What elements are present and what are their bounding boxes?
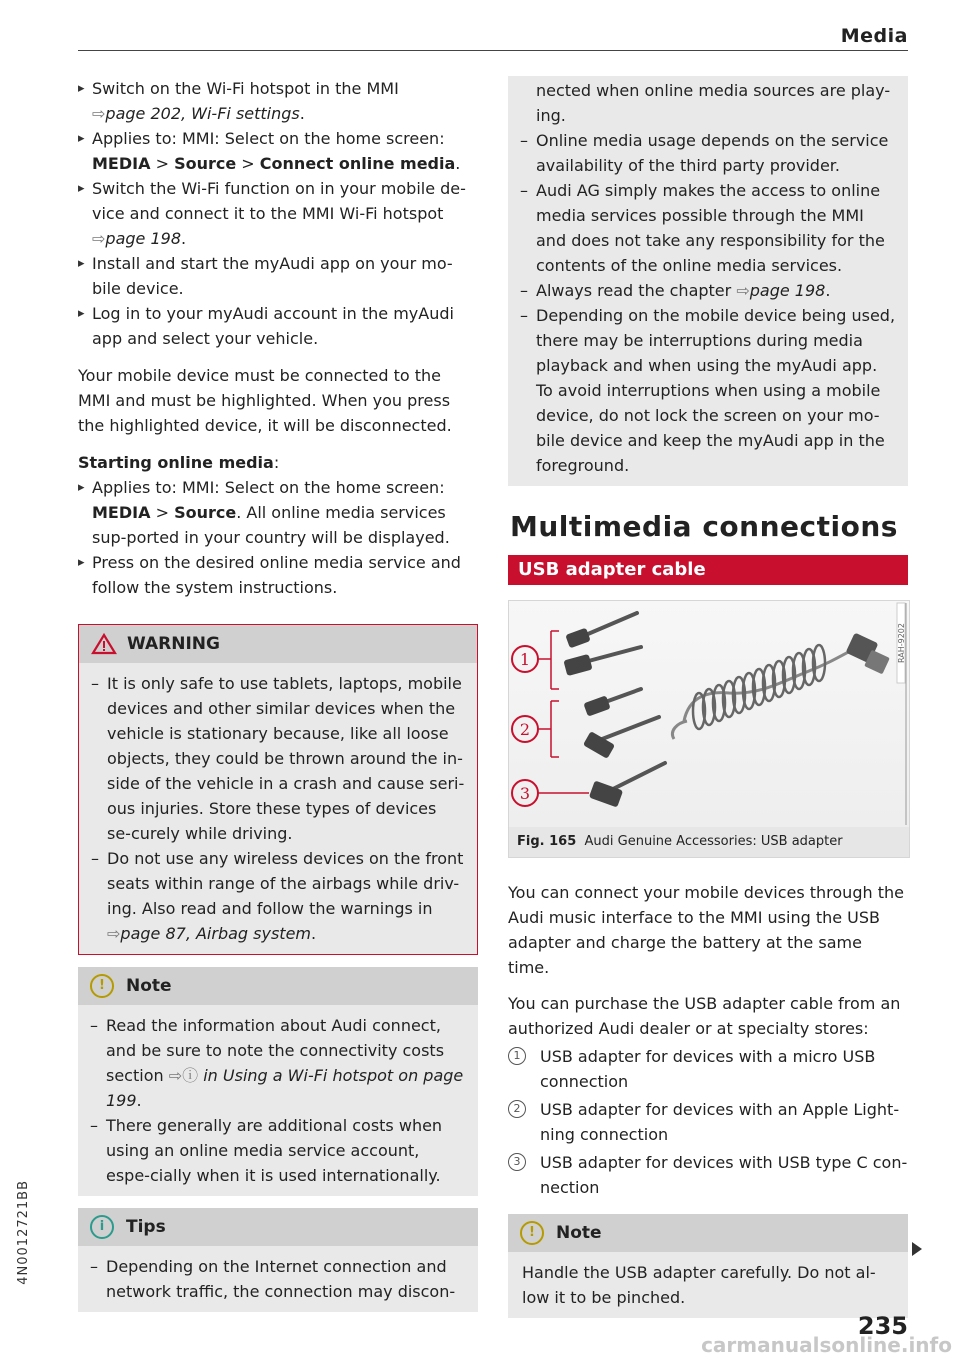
list-item: – Read the information about Audi connect, and be sure to note the connectivity costs section ⇨ⓘ in Using a Wi-Fi hotspot on page 199. [90,1016,464,1110]
list-item: – Audi AG simply makes the access to online media services possible through the MMI and does not take any responsibility for the contents of the online media services. [520,181,885,275]
list-item: nected when online media sources are play-ing. [536,81,891,125]
number-badge: 1 [508,1047,526,1065]
number-badge: 3 [508,1153,526,1171]
subsection-heading: USB adapter cable [508,555,908,585]
figure-label-3: 3 [519,784,531,803]
tips-header: i Tips [78,1208,478,1246]
page-link[interactable]: page 198 [749,281,826,300]
figure-label-1: 1 [519,650,531,669]
tips-box-continued [508,76,908,486]
section-title: Media [840,25,908,47]
list-item: – There generally are additional costs when using an online media service account, espe-cially when it is used internationally. [90,1116,443,1185]
list-item: 1 USB adapter for devices with a micro USB connection [508,1044,908,1094]
list-item: ▸ Press on the desired online media service and follow the system instructions. [78,550,478,600]
list-item: – Depending on the Internet connection and network traffic, the connection may discon- [90,1257,456,1301]
ref-arrow-icon: ⇨ [107,924,121,943]
list-item: – Do not use any wireless devices on the front seats within range of the airbags while driv-ing. Also read and follow the warnings in ⇨page 87, Airbag system. [91,849,464,943]
number-badge: 2 [508,1100,526,1118]
warning-header: WARNING [79,625,477,663]
figure [508,600,910,858]
note-header: ! Note [78,967,478,1005]
usb-cables-icon [509,601,907,827]
figure-label-2: 2 [519,720,531,739]
list-item: – It is only safe to use tablets, laptops, mobile devices and other similar devices when the vehicle is stationary because, like all loose objects, they could be thrown around the in-side of the vehicle in a crash and cause seri-ous injuries. Store these types of devices se-curely while driving. [91,674,465,843]
ref-arrow-icon: ⇨ [92,229,106,248]
page-number: 235 [857,1312,908,1340]
page-link[interactable]: page 202, Wi-Fi settings [105,104,300,123]
tips-box [78,1208,478,1312]
warning-triangle-icon [91,633,117,655]
usb-adapter-illustration [509,601,909,827]
note-box [78,967,478,1196]
ref-arrow-icon: ⇨ [168,1066,183,1085]
list-item: 3 USB adapter for devices with USB type C con-nection [508,1150,908,1200]
list-item: – Depending on the mobile device being used, there may be interruptions during media playback and when using the myAudi app. To avoid interruptions when using a mobile device, do not lock the screen on your mo-bile device and keep the myAudi app in the foreground. [520,306,896,475]
note-text: Handle the USB adapter carefully. Do not al-low it to be pinched. [522,1263,876,1307]
note-info-icon: ! [90,974,114,998]
list-item: ▸ Install and start the myAudi app on your mo-bile device. [78,251,478,301]
list-item: 2 USB adapter for devices with an Apple Light-ning connection [508,1097,908,1147]
paragraph: You can connect your mobile devices through the Audi music interface to the MMI using the USB adapter and charge the battery at the same time. [508,883,904,977]
list-item: ▸ Applies to: MMI: Select on the home screen: MEDIA > Source. All online media services sup-ported in your country will be displayed. [78,475,478,550]
figure-code: RAH-9202 [897,623,906,663]
note-ref-icon: ⓘ [182,1066,199,1085]
list-item: ▸ Switch the Wi-Fi function on in your mobile de-vice and connect it to the MMI Wi-Fi hotspot ⇨page 198. [78,176,478,251]
note-box [508,1214,908,1318]
tips-info-icon: i [90,1215,114,1239]
list-item: ▸ Switch on the Wi-Fi hotspot in the MMI ⇨page 202, Wi-Fi settings. [78,76,478,126]
note-header: ! Note [508,1214,908,1252]
page-link[interactable]: in Using a Wi-Fi hotspot on page 199 [106,1066,464,1110]
page-link[interactable]: page 198 [105,229,181,248]
right-column [508,76,908,1318]
list-item: – Online media usage depends on the service availability of the third party provider. [520,131,889,175]
section-heading: Multimedia connections [510,510,898,543]
list-item: – Always read the chapter ⇨page 198. [520,281,831,300]
page-link[interactable]: page 87, Airbag system [120,924,311,943]
list-item: ▸ Applies to: MMI: Select on the home screen: MEDIA > Source > Connect online media. [78,126,478,176]
continue-arrow-icon [912,1242,922,1256]
watermark: carmanualsonline.info [701,1333,952,1357]
subsection-label: Starting online media: [78,453,280,472]
list-item: ▸ Log in to your myAudi account in the myAudi app and select your vehicle. [78,301,478,351]
figure-caption: Fig. 165 Audi Genuine Accessories: USB adapter [509,827,909,857]
document-code: 4N0012721BB [16,1180,31,1285]
left-column [78,76,478,1312]
ref-arrow-icon: ⇨ [736,281,750,300]
note-info-icon: ! [520,1221,544,1245]
ref-arrow-icon: ⇨ [92,104,106,123]
warning-box [78,624,478,955]
header-rule [78,50,908,51]
paragraph: You can purchase the USB adapter cable from an authorized Audi dealer or at specialty stores: [508,994,901,1038]
paragraph: Your mobile device must be connected to the MMI and must be highlighted. When you press the highlighted device, it will be disconnected. [78,366,452,435]
